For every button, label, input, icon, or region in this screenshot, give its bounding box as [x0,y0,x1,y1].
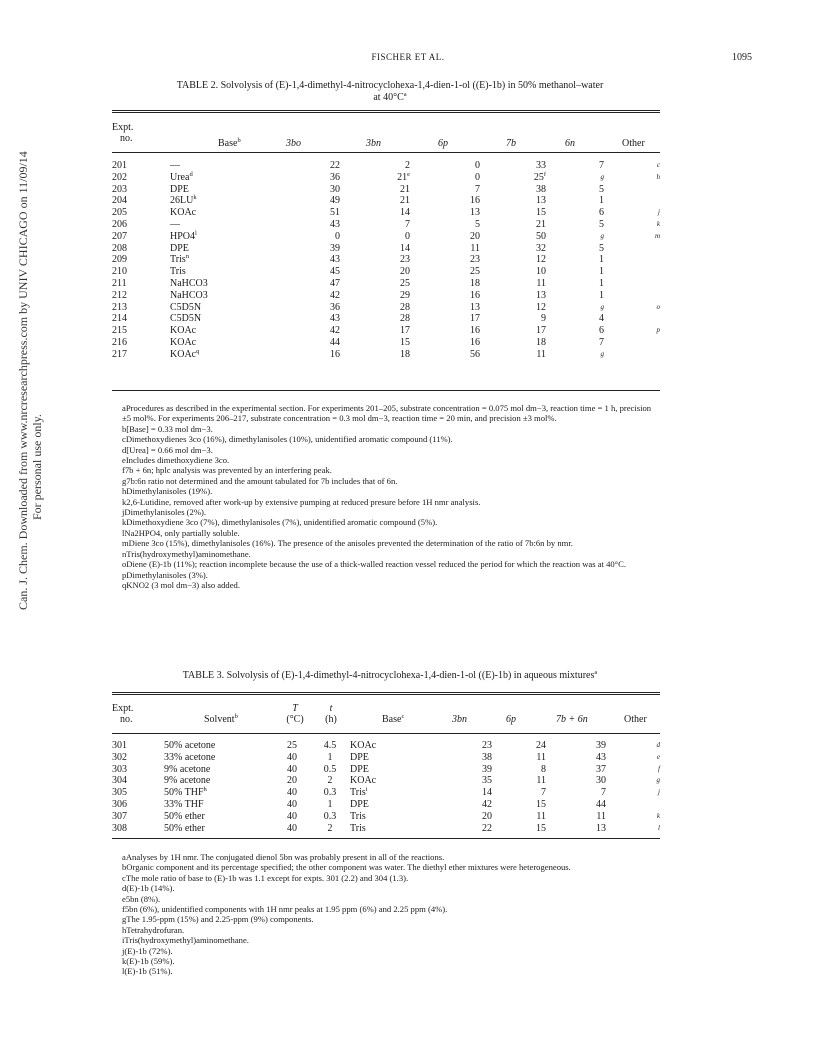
table2-header-6n: 6n [565,138,575,149]
yield-6p-cell: 20 [470,230,480,242]
table3-header-6p: 6p [506,714,516,725]
solvent-cell: 50% THF$^h$ [164,786,207,799]
yield-3bo-cell: 36 [330,171,340,183]
expt-no-cell: 301 [112,740,127,751]
footnote: bOrganic component and its percentage specified; the other component was water. The diethyl ether mixtures were heterogeneous. [122,862,571,873]
yield-6n-cell: 5 [599,183,604,195]
footnote: d(E)-1b (14%). [122,883,175,894]
other-cell [604,290,660,302]
table2-header-3bn: 3bn [366,138,381,149]
yield-3bn-cell: 14 [400,242,410,254]
table-row [112,278,660,290]
footnote: b[Base] = 0.33 mol dm−3. [122,423,213,434]
expt-no-cell: 208 [112,242,127,254]
table2-header-expt: Expt. no. [112,122,134,144]
base-cell: HPO4$^l$ [170,229,197,242]
other-cell [604,243,660,255]
yield-3bn-cell: 2 [405,160,410,171]
yield-7b-cell: 50 [536,230,546,242]
footnote: g7b:6n ratio not determined and the amount tabulated for 7b includes that of 6n. [122,475,398,486]
temperature-cell: 40 [287,751,297,763]
table-row [112,337,660,349]
table2-footnotes [112,403,660,590]
yield-3bo-cell: 43 [330,218,340,230]
footnote: k(E)-1b (59%). [122,956,175,967]
time-cell: 4.5 [323,740,337,751]
footnote: nTris(hydroxymethyl)aminomethane. [122,548,251,559]
table-row [112,325,660,337]
yield-7b-cell: 13 [536,289,546,301]
footnote: oDiene (E)-1b (11%); reaction incomplete because the use of a thick-walled reaction vessel reduced the period for which the reaction was at 40°C. [122,559,626,570]
yield-6p-cell: 16 [470,195,480,207]
table3-header-other: Other [624,714,647,725]
yield-3bn-cell: 21e [397,170,410,183]
yield-6p-cell: 15 [536,822,546,834]
other-cell [604,337,660,349]
footnote: k2,6-Lutidine, removed after work-up by extensive pumping at reduced presure before 1H nmr analysis. [122,496,481,507]
yield-3bn-cell: 21 [400,195,410,207]
expt-no-cell: 211 [112,277,127,289]
yield-6p-cell: 11 [536,810,546,822]
yield-7b-cell: 10 [536,266,546,278]
expt-no-cell: 207 [112,230,127,242]
temperature-cell: 20 [287,775,297,787]
table3-header-t: t (h) [325,703,337,725]
table2-header-rule [112,152,660,153]
yield-3bn-cell: 39 [482,763,492,775]
table-row [112,172,660,184]
solvent-cell: 9% acetone [164,763,211,775]
table3-header-rule [112,733,660,734]
table2-caption-line1: TABLE 2. Solvolysis of (E)-1,4-dimethyl-4-nitrocyclohexa-1,4-dien-1-ol ((E)-1b) in 50% methanol–water [176,80,604,91]
yield-7b-cell: 9 [541,313,546,325]
yield-6n-cell: 7 [599,160,604,171]
yield-7b-cell: 21 [536,218,546,230]
table2-caption-line2: at 40°C [373,92,404,103]
other-cell [604,184,660,196]
yield-6n-cell: 6 [599,325,604,337]
yield-3bo-cell: 49 [330,195,340,207]
base-cell: KOAc [170,325,197,337]
base-cell: — [170,160,180,171]
page-number: 1095 [732,52,752,63]
table-row [112,823,660,835]
table2-header-other: Other [622,138,645,149]
table-row [112,243,660,255]
yield-3bo-cell: 36 [330,301,340,313]
footnote: f5bn (6%), unidentified components with 1H nmr peaks at 1.95 ppm (6%) and 2.25 ppm (4%). [122,904,448,915]
other-cell [606,799,660,811]
expt-no-cell: 201 [112,160,127,171]
solvent-cell: 50% acetone [164,740,216,751]
table-row [112,787,660,799]
solvent-cell: 33% acetone [164,751,216,763]
base-cell: DPE [170,183,189,195]
table-row [112,254,660,266]
solvent-cell: 50% ether [164,822,205,834]
other-cell: j [658,788,660,797]
expt-no-cell: 214 [112,313,127,325]
temperature-cell: 40 [287,822,297,834]
table-row [112,302,660,314]
yield-7b6n-cell: 11 [596,810,606,822]
yield-6p-cell: 0 [475,171,480,183]
yield-7b6n-cell: 44 [596,798,606,810]
yield-6n-cell: 1 [599,277,604,289]
table3-footnotes [112,852,660,977]
other-cell: k [656,811,660,820]
yield-6p-cell: 13 [470,207,480,219]
base-cell: Tris$^i$ [350,786,368,799]
yield-3bn-cell: 15 [400,336,410,348]
table-row [112,207,660,219]
yield-3bn-cell: 23 [482,740,492,751]
table3-header-3bn: 3bn [452,714,467,725]
base-cell: DPE [350,763,369,775]
footnote: kDimethoxydiene 3co (7%), dimethylanisoles (7%), unidentified aromatic compound (5%). [122,517,438,528]
other-cell [604,313,660,325]
other-cell: c [656,161,660,169]
yield-7b-cell: 25$^f$ [533,170,546,183]
expt-no-cell: 308 [112,822,127,834]
watermark-line-2: For personal use only. [30,414,44,520]
table3-header-T: T (°C) [286,703,304,725]
footnote: jDimethylanisoles (2%). [122,507,207,518]
yield-6p-cell: 16 [470,289,480,301]
yield-3bo-cell: 39 [330,242,340,254]
expt-no-cell: 213 [112,301,127,313]
expt-no-cell: 202 [112,171,127,183]
other-cell: g [656,776,660,785]
footnote: e5bn (8%). [122,893,161,904]
footnote: j(E)-1b (72%). [122,945,173,956]
expt-no-cell: 306 [112,798,127,810]
yield-7b6n-cell: 13 [596,822,606,834]
table-row [112,266,660,278]
expt-no-cell: 203 [112,183,127,195]
download-watermark [8,151,48,730]
running-title: FISCHER ET AL. [371,52,445,62]
yield-3bo-cell: 44 [330,336,340,348]
table-row [112,799,660,811]
table2-top-rule [112,110,660,113]
expt-no-cell: 217 [112,348,127,360]
expt-no-cell: 303 [112,763,127,775]
yield-6p-cell: 8 [541,763,546,775]
base-cell: Tris [350,822,366,834]
yield-6p-cell: 7 [541,787,546,799]
base-cell: DPE [350,751,369,763]
base-cell: KOAc [170,336,197,348]
yield-7b6n-cell: 39 [596,740,606,751]
yield-3bn-cell: 29 [400,289,410,301]
base-cell: $26LU^k$ [170,194,197,207]
table-row [112,195,660,207]
expt-no-cell: 206 [112,218,127,230]
footnote: hTetrahydrofuran. [122,924,185,935]
expt-no-cell: 205 [112,207,127,219]
yield-3bn-cell: 21 [400,183,410,195]
yield-6p-cell: 7 [475,183,480,195]
yield-6n-cell: 1 [599,254,604,266]
table3-header-solvent: Solvent$^b$ [204,713,238,725]
yield-6n-cell: 1 [599,266,604,278]
yield-7b-cell: 13 [536,195,546,207]
expt-no-cell: 216 [112,336,127,348]
base-cell: KOAc$^q$ [170,347,200,360]
footnote: eIncludes dimethoxydiene 3co. [122,455,230,466]
table3-header-base: Base$^c$ [382,713,405,725]
table3-caption-sup: a [594,669,598,676]
yield-7b6n-cell: 43 [596,751,606,763]
time-cell: 0.3 [323,787,337,799]
base-cell: KOAc [350,740,377,751]
yield-6n-cell: 4 [599,313,604,325]
other-cell: m [654,231,660,240]
base-cell: C5D5N [170,301,202,313]
yield-3bn-cell: 42 [482,798,492,810]
yield-3bo-cell: 0 [335,230,340,242]
yield-6p-cell: 17 [470,313,480,325]
yield-7b-cell: 18 [536,336,546,348]
table-row [112,740,660,752]
solvent-cell: 33% THF [164,798,204,810]
base-cell: C5D5N [170,313,202,325]
footnote: iTris(hydroxymethyl)aminomethane. [122,935,249,946]
yield-6n-cell: g [600,231,604,240]
watermark-line-1: Can. J. Chem. Downloaded from www.nrcresearchpress.com by UNIV CHICAGO on 11/09/14 [16,151,30,610]
yield-6p-cell: 56 [470,348,480,360]
yield-6p-cell: 5 [475,218,480,230]
yield-6n-cell: 1 [599,195,604,207]
yield-6p-cell: 15 [536,798,546,810]
other-cell: o [656,302,660,311]
other-cell [604,254,660,266]
yield-3bn-cell: 14 [482,787,492,799]
yield-7b-cell: 33 [536,160,546,171]
other-cell [604,266,660,278]
temperature-cell: 40 [287,763,297,775]
expt-no-cell: 307 [112,810,127,822]
yield-7b-cell: 32 [536,242,546,254]
yield-3bn-cell: 0 [405,230,410,242]
yield-3bn-cell: 17 [400,325,410,337]
table3-bottom-rule [112,838,660,839]
base-cell: KOAc [350,775,377,787]
expt-no-cell: 304 [112,775,127,787]
yield-3bn-cell: 28 [400,301,410,313]
base-cell: KOAc [170,207,197,219]
time-cell: 2 [327,822,333,834]
yield-6n-cell: 1 [599,289,604,301]
yield-7b6n-cell: 30 [596,775,606,787]
yield-6p-cell: 11 [536,775,546,787]
footnote: aProcedures as described in the experimental section. For experiments 201–205, substrate concentration = 0.075 mol dm−3, reaction time = 1 h, precision ±5 mol%. For experiments 206–217, substrate concentration = 0.3 mol dm−3, reaction time = 20 min, and precision ±3 mol%. [122,403,652,424]
base-cell: NaHCO3 [170,277,208,289]
table2-caption-sup: a [403,91,407,98]
yield-3bn-cell: 20 [482,810,492,822]
table-row [112,764,660,776]
yield-3bn-cell: 20 [400,266,410,278]
yield-6p-cell: 11 [470,242,480,254]
other-cell: d [656,741,660,749]
table3-body [112,740,660,834]
table2-caption [110,80,670,104]
yield-7b-cell: 12 [536,254,546,266]
solvent-cell: 9% acetone [164,775,211,787]
yield-6n-cell: g [600,172,604,181]
other-cell [604,349,660,361]
time-cell: 1 [327,751,333,763]
yield-6n-cell: 6 [599,207,604,219]
footnote: lNa2HPO4, only partially soluble. [122,527,240,538]
time-cell: 0.5 [323,763,337,775]
base-cell: — [170,218,180,230]
yield-6p-cell: 18 [470,277,480,289]
table-row [112,752,660,764]
yield-3bo-cell: 43 [330,313,340,325]
yield-3bn-cell: 23 [400,254,410,266]
table-row [112,231,660,243]
yield-3bn-cell: 18 [400,348,410,360]
yield-3bo-cell: 22 [330,160,340,171]
footnote: qKNO2 (3 mol dm−3) also added. [122,579,240,590]
other-cell: f [658,764,660,773]
yield-6p-cell: 11 [536,751,546,763]
table-row [112,811,660,823]
base-cell: DPE [350,798,369,810]
other-cell: j [658,208,660,217]
yield-6p-cell: 13 [470,301,480,313]
expt-no-cell: 210 [112,266,127,278]
yield-7b-cell: 11 [536,348,546,360]
expt-no-cell: 215 [112,325,127,337]
expt-no-cell: 209 [112,254,127,266]
table3-caption-text: TABLE 3. Solvolysis of (E)-1,4-dimethyl-4-nitrocyclohexa-1,4-dien-1-ol ((E)-1b) in aqueous mixtures [182,670,595,681]
yield-6p-cell: 25 [470,266,480,278]
yield-3bo-cell: 16 [330,348,340,360]
yield-3bn-cell: 28 [400,313,410,325]
table-row [112,290,660,302]
yield-3bn-cell: 7 [405,218,410,230]
temperature-cell: 25 [287,740,297,751]
footnote: f7b + 6n; hplc analysis was prevented by an interfering peak. [122,465,332,476]
table2-header-3bo: 3bo [286,138,301,149]
table-row [112,775,660,787]
footnote: mDiene 3co (15%), dimethylanisoles (16%). The presence of the anisoles prevented the determination of the ratio of 7b:6n by nmr. [122,538,573,549]
base-cell: Urea$^d$ [170,170,193,183]
yield-3bo-cell: 45 [330,266,340,278]
yield-3bo-cell: 42 [330,289,340,301]
other-cell: e [656,752,660,761]
footnote: hDimethylanisoles (19%). [122,486,213,497]
other-cell: h [656,172,660,181]
expt-no-cell: 305 [112,787,127,799]
yield-3bo-cell: 30 [330,183,340,195]
yield-6p-cell: 24 [536,740,546,751]
table3-header-expt: Expt. no. [112,703,134,725]
other-cell [604,278,660,290]
time-cell: 2 [327,775,333,787]
yield-7b-cell: 11 [536,277,546,289]
yield-6p-cell: 23 [470,254,480,266]
yield-3bo-cell: 47 [330,277,340,289]
yield-7b-cell: 17 [536,325,546,337]
yield-6n-cell: g [600,302,604,311]
other-cell: l [658,823,660,832]
table2-header-base: Base$^b$ [218,137,241,149]
table3-caption [110,670,670,682]
yield-7b-cell: 38 [536,183,546,195]
yield-6n-cell: 5 [599,242,604,254]
yield-6n-cell: g [600,349,604,358]
yield-3bo-cell: 51 [330,207,340,219]
footnote: aAnalyses by 1H nmr. The conjugated dienol 5bn was probably present in all of the reactions. [122,852,445,862]
footnote: l(E)-1b (51%). [122,966,173,977]
base-cell: DPE [170,242,189,254]
temperature-cell: 40 [287,810,297,822]
table-row [112,160,660,172]
base-cell: Tris [350,810,366,822]
base-cell: Tris$^n$ [170,253,190,266]
table3-top-rule [112,692,660,695]
table2-body [112,160,660,361]
base-cell: Tris [170,266,186,278]
time-cell: 1 [327,798,333,810]
table2-bottom-rule [112,390,660,391]
expt-no-cell: 204 [112,195,127,207]
table2-header-7b: 7b [506,138,516,149]
base-cell: NaHCO3 [170,289,208,301]
yield-3bn-cell: 35 [482,775,492,787]
footnote: d[Urea] = 0.66 mol dm−3. [122,444,213,455]
yield-7b6n-cell: 7 [601,787,606,799]
footnote: cDimethoxydienes 3co (16%), dimethylanisoles (10%), unidentified aromatic compound (11%). [122,434,453,445]
time-cell: 0.3 [323,810,337,822]
yield-6p-cell: 0 [475,160,480,171]
expt-no-cell: 302 [112,751,127,763]
other-cell: k [656,219,660,228]
yield-7b6n-cell: 37 [596,763,606,775]
solvent-cell: 50% ether [164,810,205,822]
expt-no-cell: 212 [112,289,127,301]
footnote: cThe mole ratio of base to (E)-1b was 1.1 except for expts. 301 (2.2) and 304 (1.3). [122,872,409,883]
yield-3bn-cell: 25 [400,277,410,289]
yield-6n-cell: 7 [599,336,604,348]
table-row [112,349,660,361]
yield-3bn-cell: 22 [482,822,492,834]
yield-6p-cell: 16 [470,325,480,337]
footnote: gThe 1.95-ppm (15%) and 2.25-ppm (9%) components. [122,914,314,925]
table2-header-6p: 6p [438,138,448,149]
yield-7b-cell: 15 [536,207,546,219]
footnote: pDimethylanisoles (3%). [122,569,208,580]
yield-7b-cell: 12 [536,301,546,313]
yield-6p-cell: 16 [470,336,480,348]
yield-3bn-cell: 14 [400,207,410,219]
temperature-cell: 40 [287,787,297,799]
other-cell [604,195,660,207]
other-cell: p [656,326,660,335]
temperature-cell: 40 [287,798,297,810]
yield-3bn-cell: 38 [482,751,492,763]
yield-3bo-cell: 42 [330,325,340,337]
yield-6n-cell: 5 [599,218,604,230]
table3-header-7b6n: 7b + 6n [556,714,588,725]
yield-3bo-cell: 43 [330,254,340,266]
table-row [112,313,660,325]
